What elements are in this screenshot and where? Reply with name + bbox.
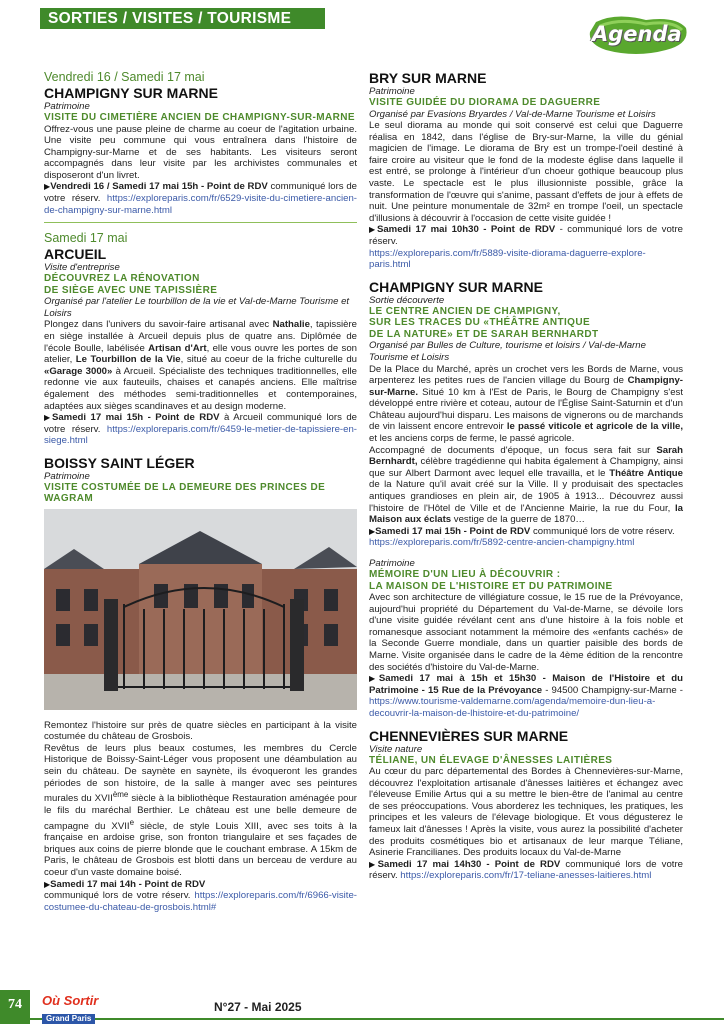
event-category: Patrimoine: [44, 101, 90, 112]
event-rdv: ▶Samedi 17 mai à 15h et 15h30 - Maison de l'Histoire et du Patrimoine - 15 Rue de la Prévoyance - 94500 Champigny-sur-Marne - https://www.tourisme-valdemarne.com/agenda/memoire-dun-lieu-a-decouvrir-la-maison-de-lhistoire-et-du-patrimoine/: [369, 673, 683, 719]
event-organizer: Organisé par l'atelier Le tourbillon de la vie et Val-de-Marne Tourisme et Loisirs: [44, 296, 350, 319]
event-title: LE CENTRE ANCIEN DE CHAMPIGNY,: [369, 305, 561, 317]
event-rdv: ▶Samedi 17 mai 14h - Point de RDV communiqué lors de votre réserv. https://exploreparis.com/fr/6966-visite-costumee-du-chateau-de-grosbois.html#: [44, 878, 357, 913]
right-column: [369, 70, 683, 882]
event-intro: Remontez l'histoire sur près de quatre siècles en participant à la visite costumée du château de Grosbois.: [44, 719, 357, 743]
event-body: Au cœur du parc départemental des Bordes à Chennevières-sur-Marne, découvrez l'exploitation artisanale d'ânesses laitières et échangez avec l'éleveuse Emilie Artus qui a su mettre le bien-être de l'animal au centre de ses préoccupations. Vous aborderez les techniques, les pratiques, les principes et les valeurs de l'élevage biologique. Et vous dégusterez le fameux lait d'ânesses ! Après la visite, vous aurez la possibilité d'acheter des produits cosmétiques bio et artisanaux de leur marque Téliane, Asinerie Francilianes. Des produits locaux du Val-de-Marne: [369, 766, 683, 859]
event-city: ARCUEIL: [44, 246, 107, 263]
event-body: De la Place du Marché, après un crochet vers les Bords de Marne, vous arpenterez les petites rues de l'ancien village du Bourg de Champigny-sur-Marne. Situé 10 km à l'Est de Paris, le Bourg de Champigny s'est développé entre rivière et coteau, autour de l'Église Saint-Saturnin et d'un Château aujourd'hui disparu. Les maisons de vignerons ou de marchands de vin laissent encore entrevoir le passé viticole et agricole de la ville, et les anciens corps de ferme, le passé agricole.: [369, 363, 683, 445]
event-city: BOISSY SAINT LÉGER: [44, 454, 195, 471]
section-banner: SORTIES / VISITES / TOURISME: [40, 8, 325, 29]
event-day: Vendredi 16 / Samedi 17 mai: [44, 70, 205, 84]
event-link[interactable]: https://exploreparis.com/fr/5892-centre-ancien-champigny.html: [369, 537, 635, 549]
event-link[interactable]: https://www.tourisme-valdemarne.com/agenda/memoire-dun-lieu-a-decouvrir-la-maison-de-lhistoire-et-du-patrimoine/: [369, 696, 656, 719]
event-city: CHAMPIGNY SUR MARNE: [369, 278, 543, 295]
event-category: Patrimoine: [44, 470, 90, 482]
event-cimetiere: [44, 70, 357, 216]
event-title-line2: DE SIÈGE AVEC UNE TAPISSIÈRE: [44, 284, 218, 296]
event-centre-ancien: [369, 279, 683, 549]
event-teliane: [369, 728, 683, 882]
magazine-logo: [42, 994, 122, 1022]
event-diorama: [369, 70, 683, 271]
event-title-line2: LA MAISON DE L'HISTOIRE ET DU PATRIMOINE: [369, 580, 613, 592]
event-title-line3: DE LA NATURE» ET DE SARAH BERNHARDT: [369, 328, 599, 340]
page-number: 74: [0, 990, 30, 1024]
event-body: Offrez-vous une pause pleine de charme au coeur de l'agitation urbaine. Une visite peu commune qui vous entraînera dans l'histoire de Champigny-sur-Marne et de ses habitants. Les visiteurs seront accompagnés dans leur visite par les archivistes communales et disposeront d'un livret.: [44, 123, 357, 181]
event-link[interactable]: https://exploreparis.com/fr/6966-visite-costumee-du-chateau-de-grosbois.html#: [44, 890, 357, 913]
event-rdv: ▶Samedi 17 mai 10h30 - Point de RDV - communiqué lors de votre réserv. https://exploreparis.com/fr/5889-visite-diorama-daguerre-explore-paris.html: [369, 224, 683, 271]
event-title: MÉMOIRE D'UN LIEU À DÉCOUVRIR :: [369, 569, 561, 580]
event-title: VISITE GUIDÉE DU DIORAMA DE DAGUERRE: [369, 97, 601, 108]
event-body: Revêtus de leurs plus beaux costumes, les membres du Cercle Historique de Boissy-Saint-Léger vous proposent une déambulation au sein du château. De saynète en saynète, ils évoqueront les grandes périodes de son histoire, de la salle à manger avec ses peintures murales du XVIIème siècle à la bibliothèque Restauration aménagée pour le fils du maréchal Berthier. Le château est une belle demeure de campagne du XVIIe siècle, de style Louis XIII, avec ses toits à la française en ardoise grise, son fronton triangulaire et ses façades de briques aux coins de pierre blonde que le couchant embrase. A 15km de Paris, le château de Grosbois est blotti dans un berceau de verdure au coeur d'un vaste domaine boisé.: [44, 742, 357, 879]
event-title: DÉCOUVREZ LA RÉNOVATION: [44, 273, 200, 285]
event-city: BRY SUR MARNE: [369, 70, 487, 86]
event-city: CHAMPIGNY SUR MARNE: [44, 85, 218, 101]
event-title: VISITE COSTUMÉE DE LA DEMEURE DES PRINCES DE WAGRAM: [44, 481, 326, 505]
event-day: Samedi 17 mai: [44, 231, 128, 246]
event-grosbois: [44, 455, 357, 913]
event-tapissiere: [44, 231, 357, 447]
agenda-logo-text: Agenda: [592, 22, 682, 46]
event-title-line2: SUR LES TRACES DU «THÉÂTRE ANTIQUE: [369, 317, 591, 329]
chateau-photo: [44, 509, 357, 710]
event-body: Plongez dans l'univers du savoir-faire artisanal avec Nathalie, tapissière en siège installée à Arcueil depuis plus de quatre ans. Diplômée de l'école Boulle, labélisée Artisan d'Art, elle vous ouvre les portes de son atelier, Le Tourbillon de la Vie, situé au coeur de la friche culturelle du «Garage 3000» à Arcueil. Spécialiste des techniques traditionnelles, elle redonne vie aux fauteuils, chaises et canapés anciens. Elle maîtrise également des méthodes semi-traditionnelles et contemporaines, adaptées aux sièges scandinaves et au design moderne.: [44, 319, 357, 412]
event-city: CHENNEVIÈRES SUR MARNE: [369, 727, 569, 744]
event-category: Visite nature: [369, 743, 423, 755]
event-link[interactable]: https://exploreparis.com/fr/6529-visite-du-cimetiere-ancien-de-champigny-sur-marne.html: [44, 193, 357, 216]
magazine-logo-bottom: Grand Paris: [42, 1014, 95, 1024]
event-title: VISITE DU CIMETIÈRE ANCIEN DE CHAMPIGNY-SUR-MARNE: [44, 112, 355, 123]
event-category: Patrimoine: [369, 86, 415, 97]
event-organizer: Organisé par Evasions Bryardes / Val-de-Marne Tourisme et Loisirs: [369, 108, 656, 120]
event-title: TÉLIANE, UN ÉLEVAGE D'ÂNESSES LAITIÈRES: [369, 754, 613, 766]
event-rdv: ▶Samedi 17 mai 15h - Point de RDV communiqué lors de votre réserv. https://exploreparis.com/fr/5892-centre-ancien-champigny.html: [369, 525, 675, 549]
event-rdv: ▶Vendredi 16 / Samedi 17 mai 15h - Point de RDV communiqué lors de votre réserv. https://exploreparis.com/fr/6529-visite-du-cimetiere-ancien-de-champigny-sur-marne.html: [44, 181, 358, 216]
event-rdv: ▶Samedi 17 mai 14h30 - Point de RDV communiqué lors de votre réserv. https://exploreparis.com/fr/17-teliane-anesses-laitieres.html: [369, 858, 683, 882]
event-body: Avec son architecture de villégiature cossue, le 15 rue de la Prévoyance, aujourd'hui propriété du Département du Val-de-Marne, se dévoile lors d'une visite guidée révélant cent ans d'une histoire à la fois noble et romanesque associant notamment la mémoire des «enfants cachés» de la Seconde Guerre mondiale, dans un quartier paisible des bords de Marne. Visite organisée dans le cadre de la 4ème édition de la rencontre des sociétés d'histoire du Val-de-Marne.: [369, 592, 683, 673]
issue-label: N°27 - Mai 2025: [214, 1000, 302, 1014]
event-link[interactable]: https://exploreparis.com/fr/17-teliane-anesses-laitieres.html: [400, 870, 652, 882]
event-link[interactable]: https://exploreparis.com/fr/6459-le-metier-de-tapissiere-en-siege.html: [44, 423, 357, 447]
left-column: [44, 70, 357, 913]
event-link[interactable]: https://exploreparis.com/fr/5889-visite-diorama-daguerre-explore-paris.html: [369, 247, 646, 271]
event-category: Visite d'entreprise: [44, 262, 120, 274]
divider: [44, 222, 357, 223]
event-category: Patrimoine: [369, 558, 415, 569]
magazine-logo-top: Où Sortir: [42, 993, 99, 1008]
event-body: Le seul diorama au monde qui soit conservé est celui que Daguerre réalisa en 1842, dans l'église de Bry-sur-Marne, la ville du génial magicien de l'image. Le diorama de Bry est un trompe-l'oeil destiné à faire croire au visiteur que le fond de la modeste église dans laquelle il est entré, se prolonge à l'intérieur d'un choeur gothique beaucoup plus vaste. Le spectacle est le plus illusionniste possible, grâce la transformation de l'œuvre qui s'anime, passant d'effets de jour à effets de nuit. Une peinture monumentale de 32m² en trompe l'oeil, un spectacle d'illusions à découvrir à l'occasion de cette visite guidée !: [369, 120, 683, 224]
event-category: Sortie découverte: [369, 294, 445, 306]
footer-rule: [30, 1018, 724, 1020]
event-rdv: ▶Samedi 17 mai 15h - Point de RDV à Arcueil communiqué lors de votre réserv. https://exploreparis.com/fr/6459-le-metier-de-tapissiere-en-siege.html: [44, 412, 357, 447]
event-maison-histoire: [369, 558, 683, 720]
event-organizer: Organisé par Bulles de Culture, tourisme et loisirs / Val-de-Marne Tourisme et Loisirs: [369, 340, 646, 363]
event-body-2: Accompagné de documents d'époque, un focus sera fait sur Sarah Bernhardt, célèbre tragédienne qui habita également à Champigny, ainsi que sur Albert Darmont avec lequel elle travailla, et le Théâtre Antique de la Nature qu'il avait créé sur la Ville. Il y produisait des spectacles antiques grandioses en plein air, de 1905 à 1913... Découvrez aussi l'histoire de l'Hôtel de Ville et de l'Ancienne Mairie, la rue du Four, la Maison aux éclats vestige de la guerre de 1870…: [369, 444, 683, 526]
